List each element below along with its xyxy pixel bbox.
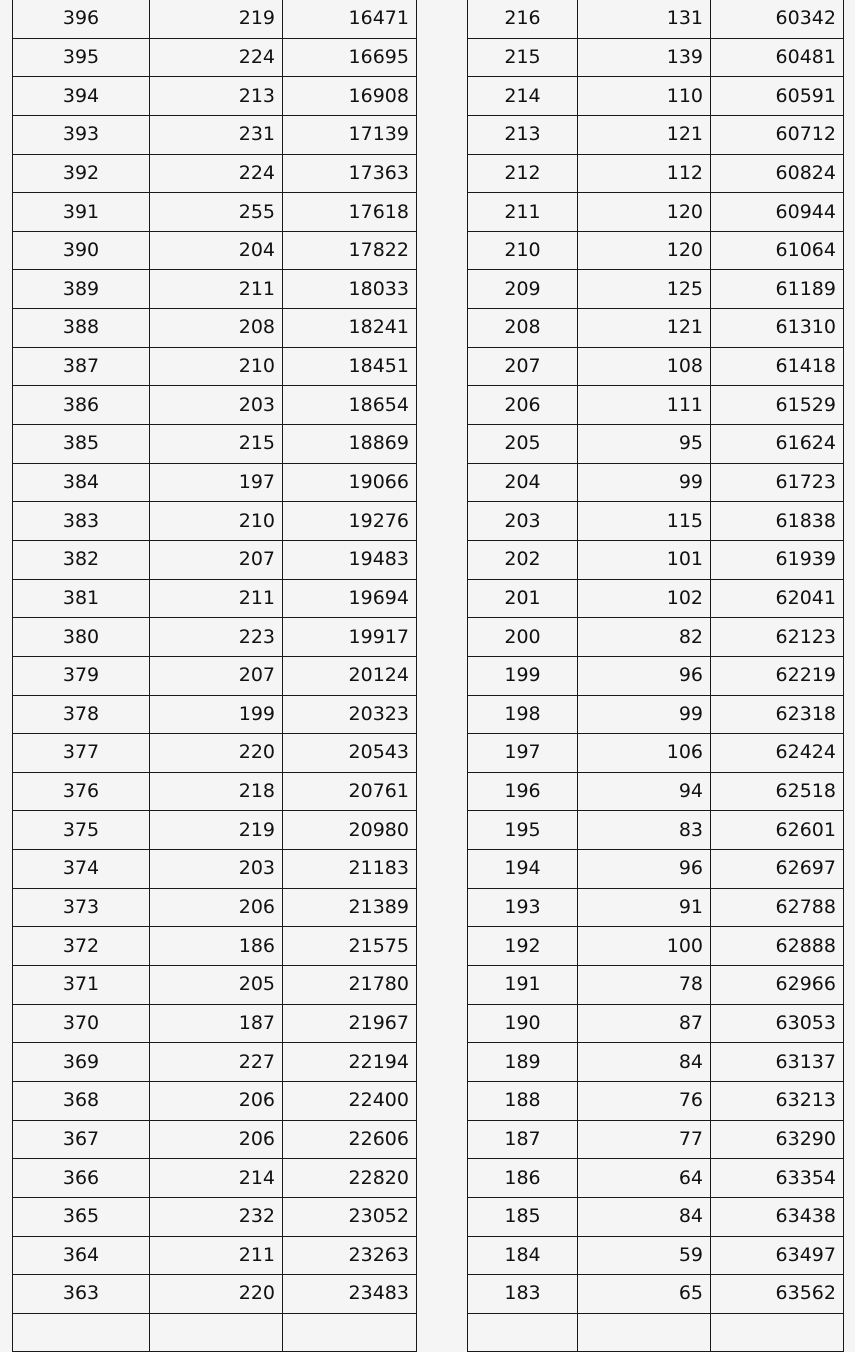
cumulative-cell: 21575 [283, 927, 417, 966]
count-cell: 203 [150, 850, 283, 889]
table-row [468, 734, 844, 773]
count-cell [578, 1313, 711, 1352]
count-cell: 220 [150, 1275, 283, 1314]
table-row [13, 38, 417, 77]
table-row [468, 115, 844, 154]
count-cell: 215 [150, 425, 283, 464]
count-cell: 220 [150, 734, 283, 773]
score-cell: 395 [13, 38, 150, 77]
cumulative-cell: 61418 [711, 347, 844, 386]
cumulative-cell: 60342 [711, 0, 844, 38]
cumulative-cell: 18451 [283, 347, 417, 386]
count-cell: 112 [578, 154, 711, 193]
cumulative-cell: 61064 [711, 231, 844, 270]
cumulative-cell: 60481 [711, 38, 844, 77]
score-cell: 386 [13, 386, 150, 425]
count-cell: 203 [150, 386, 283, 425]
table-row [468, 425, 844, 464]
score-cell: 363 [13, 1275, 150, 1314]
table-row [468, 695, 844, 734]
cumulative-cell: 61838 [711, 502, 844, 541]
score-cell: 214 [468, 77, 578, 116]
count-cell: 218 [150, 772, 283, 811]
score-cell: 388 [13, 309, 150, 348]
cumulative-cell: 19483 [283, 540, 417, 579]
count-cell: 187 [150, 1004, 283, 1043]
table-row [13, 154, 417, 193]
score-cell: 364 [13, 1236, 150, 1275]
cumulative-cell: 61723 [711, 463, 844, 502]
cumulative-cell: 63137 [711, 1043, 844, 1082]
cumulative-cell: 62219 [711, 656, 844, 695]
table-row [13, 618, 417, 657]
table-row [468, 772, 844, 811]
cumulative-cell: 18654 [283, 386, 417, 425]
cumulative-cell: 21780 [283, 966, 417, 1005]
score-cell: 215 [468, 38, 578, 77]
cumulative-cell: 19917 [283, 618, 417, 657]
table-row [468, 1004, 844, 1043]
count-cell: 84 [578, 1043, 711, 1082]
table-row [13, 1197, 417, 1236]
score-cell: 213 [468, 115, 578, 154]
table-row [468, 502, 844, 541]
score-table-left [12, 0, 417, 1352]
count-cell: 204 [150, 231, 283, 270]
score-cell [13, 1313, 150, 1352]
table-row [468, 618, 844, 657]
cumulative-cell: 23052 [283, 1197, 417, 1236]
score-cell: 376 [13, 772, 150, 811]
score-cell: 383 [13, 502, 150, 541]
table-row [13, 231, 417, 270]
table-row [468, 347, 844, 386]
score-cell: 203 [468, 502, 578, 541]
score-cell: 373 [13, 888, 150, 927]
cumulative-cell: 22194 [283, 1043, 417, 1082]
count-cell [150, 1313, 283, 1352]
score-cell: 195 [468, 811, 578, 850]
cumulative-cell: 17618 [283, 193, 417, 232]
score-cell: 189 [468, 1043, 578, 1082]
count-cell: 102 [578, 579, 711, 618]
count-cell: 64 [578, 1159, 711, 1198]
cumulative-cell: 17363 [283, 154, 417, 193]
score-cell: 390 [13, 231, 150, 270]
count-cell: 211 [150, 579, 283, 618]
score-table-left-body [13, 0, 417, 1352]
count-cell: 99 [578, 695, 711, 734]
table-row [13, 1081, 417, 1120]
score-cell: 370 [13, 1004, 150, 1043]
count-cell: 96 [578, 656, 711, 695]
cumulative-cell: 21967 [283, 1004, 417, 1043]
count-cell: 65 [578, 1275, 711, 1314]
count-cell: 100 [578, 927, 711, 966]
count-cell: 139 [578, 38, 711, 77]
score-cell: 374 [13, 850, 150, 889]
cumulative-cell: 60591 [711, 77, 844, 116]
score-cell: 207 [468, 347, 578, 386]
cumulative-cell: 18869 [283, 425, 417, 464]
count-cell: 219 [150, 811, 283, 850]
count-cell: 214 [150, 1159, 283, 1198]
count-cell: 231 [150, 115, 283, 154]
table-row [13, 309, 417, 348]
cumulative-cell: 23263 [283, 1236, 417, 1275]
count-cell: 95 [578, 425, 711, 464]
score-cell: 367 [13, 1120, 150, 1159]
score-cell: 394 [13, 77, 150, 116]
count-cell: 125 [578, 270, 711, 309]
cumulative-cell: 63290 [711, 1120, 844, 1159]
count-cell: 91 [578, 888, 711, 927]
cumulative-cell: 61310 [711, 309, 844, 348]
count-cell: 227 [150, 1043, 283, 1082]
score-cell: 185 [468, 1197, 578, 1236]
table-row [13, 1236, 417, 1275]
count-cell: 219 [150, 0, 283, 38]
table-row [13, 772, 417, 811]
cumulative-cell: 61624 [711, 425, 844, 464]
count-cell: 101 [578, 540, 711, 579]
table-row [468, 154, 844, 193]
cumulative-cell: 19694 [283, 579, 417, 618]
cumulative-cell: 63438 [711, 1197, 844, 1236]
score-cell: 365 [13, 1197, 150, 1236]
cumulative-cell: 22820 [283, 1159, 417, 1198]
table-row [468, 1159, 844, 1198]
table-row [13, 1275, 417, 1314]
cumulative-cell: 61939 [711, 540, 844, 579]
cumulative-cell: 20124 [283, 656, 417, 695]
count-cell: 83 [578, 811, 711, 850]
table-row [13, 656, 417, 695]
count-cell: 121 [578, 309, 711, 348]
cumulative-cell: 16908 [283, 77, 417, 116]
table-row [13, 1159, 417, 1198]
table-row [468, 231, 844, 270]
count-cell: 206 [150, 1081, 283, 1120]
score-cell: 190 [468, 1004, 578, 1043]
table-row [13, 850, 417, 889]
count-cell: 199 [150, 695, 283, 734]
table-row [468, 927, 844, 966]
cumulative-cell [283, 1313, 417, 1352]
count-cell: 207 [150, 540, 283, 579]
table-row [468, 38, 844, 77]
score-cell: 382 [13, 540, 150, 579]
cumulative-cell: 17139 [283, 115, 417, 154]
cumulative-cell: 17822 [283, 231, 417, 270]
score-cell: 183 [468, 1275, 578, 1314]
score-table-right-body [468, 0, 844, 1352]
count-cell: 186 [150, 927, 283, 966]
score-cell: 209 [468, 270, 578, 309]
table-row [13, 927, 417, 966]
cumulative-cell: 61189 [711, 270, 844, 309]
score-cell: 191 [468, 966, 578, 1005]
table-row [13, 811, 417, 850]
count-cell: 120 [578, 193, 711, 232]
score-cell: 393 [13, 115, 150, 154]
count-cell: 197 [150, 463, 283, 502]
table-row [13, 1120, 417, 1159]
cumulative-cell: 19066 [283, 463, 417, 502]
cumulative-cell: 60944 [711, 193, 844, 232]
table-row [13, 115, 417, 154]
cumulative-cell: 21389 [283, 888, 417, 927]
table-row [13, 270, 417, 309]
cumulative-cell: 62424 [711, 734, 844, 773]
count-cell: 131 [578, 0, 711, 38]
cumulative-cell: 18241 [283, 309, 417, 348]
score-cell: 380 [13, 618, 150, 657]
score-cell: 188 [468, 1081, 578, 1120]
score-cell: 187 [468, 1120, 578, 1159]
count-cell: 77 [578, 1120, 711, 1159]
score-cell: 212 [468, 154, 578, 193]
cumulative-cell: 60712 [711, 115, 844, 154]
score-cell: 396 [13, 0, 150, 38]
cumulative-cell: 16471 [283, 0, 417, 38]
count-cell: 211 [150, 1236, 283, 1275]
table-row [468, 193, 844, 232]
table-row [13, 888, 417, 927]
score-cell: 377 [13, 734, 150, 773]
cumulative-cell: 22606 [283, 1120, 417, 1159]
cumulative-cell: 61529 [711, 386, 844, 425]
count-cell: 206 [150, 888, 283, 927]
score-cell: 389 [13, 270, 150, 309]
score-cell: 392 [13, 154, 150, 193]
count-cell: 76 [578, 1081, 711, 1120]
score-cell: 366 [13, 1159, 150, 1198]
cumulative-cell: 20543 [283, 734, 417, 773]
score-cell: 204 [468, 463, 578, 502]
table-row [13, 463, 417, 502]
score-cell: 193 [468, 888, 578, 927]
count-cell: 120 [578, 231, 711, 270]
score-cell: 199 [468, 656, 578, 695]
cumulative-cell: 62518 [711, 772, 844, 811]
score-cell: 216 [468, 0, 578, 38]
table-row [468, 579, 844, 618]
score-cell: 200 [468, 618, 578, 657]
table-row [468, 1197, 844, 1236]
cumulative-cell: 62123 [711, 618, 844, 657]
score-cell: 211 [468, 193, 578, 232]
score-cell: 197 [468, 734, 578, 773]
table-row [13, 347, 417, 386]
score-cell: 381 [13, 579, 150, 618]
cumulative-cell: 62318 [711, 695, 844, 734]
table-row [13, 734, 417, 773]
table-row [468, 270, 844, 309]
table-row [13, 0, 417, 38]
score-cell: 372 [13, 927, 150, 966]
score-cell: 371 [13, 966, 150, 1005]
count-cell: 59 [578, 1236, 711, 1275]
score-cell: 378 [13, 695, 150, 734]
score-cell: 184 [468, 1236, 578, 1275]
score-cell: 385 [13, 425, 150, 464]
cumulative-cell: 16695 [283, 38, 417, 77]
score-cell: 369 [13, 1043, 150, 1082]
score-cell: 194 [468, 850, 578, 889]
cumulative-cell: 60824 [711, 154, 844, 193]
cumulative-cell: 19276 [283, 502, 417, 541]
table-row [468, 540, 844, 579]
count-cell: 224 [150, 38, 283, 77]
cumulative-cell: 62788 [711, 888, 844, 927]
count-cell: 206 [150, 1120, 283, 1159]
count-cell: 94 [578, 772, 711, 811]
cumulative-cell: 63562 [711, 1275, 844, 1314]
count-cell: 82 [578, 618, 711, 657]
score-cell [468, 1313, 578, 1352]
cumulative-cell: 20761 [283, 772, 417, 811]
table-row [468, 0, 844, 38]
count-cell: 99 [578, 463, 711, 502]
cumulative-cell: 62966 [711, 966, 844, 1005]
table-row [13, 1043, 417, 1082]
count-cell: 115 [578, 502, 711, 541]
count-cell: 110 [578, 77, 711, 116]
cumulative-cell: 63354 [711, 1159, 844, 1198]
cumulative-cell: 18033 [283, 270, 417, 309]
cumulative-cell [711, 1313, 844, 1352]
table-row [468, 1081, 844, 1120]
cumulative-cell: 63497 [711, 1236, 844, 1275]
cumulative-cell: 63053 [711, 1004, 844, 1043]
count-cell: 224 [150, 154, 283, 193]
score-cell: 206 [468, 386, 578, 425]
count-cell: 213 [150, 77, 283, 116]
cumulative-cell: 62888 [711, 927, 844, 966]
score-cell: 379 [13, 656, 150, 695]
table-row [13, 695, 417, 734]
cumulative-cell: 23483 [283, 1275, 417, 1314]
count-cell: 208 [150, 309, 283, 348]
table-row [13, 193, 417, 232]
table-row [468, 888, 844, 927]
table-row [13, 1313, 417, 1352]
score-cell: 205 [468, 425, 578, 464]
table-row [468, 386, 844, 425]
table-row [468, 966, 844, 1005]
cumulative-cell: 21183 [283, 850, 417, 889]
table-row [13, 502, 417, 541]
count-cell: 223 [150, 618, 283, 657]
count-cell: 111 [578, 386, 711, 425]
count-cell: 211 [150, 270, 283, 309]
score-cell: 384 [13, 463, 150, 502]
table-row [13, 1004, 417, 1043]
score-cell: 387 [13, 347, 150, 386]
table-row [468, 656, 844, 695]
count-cell: 78 [578, 966, 711, 1005]
score-cell: 210 [468, 231, 578, 270]
table-row [468, 1275, 844, 1314]
count-cell: 106 [578, 734, 711, 773]
table-row [13, 386, 417, 425]
score-cell: 375 [13, 811, 150, 850]
cumulative-cell: 20323 [283, 695, 417, 734]
cumulative-cell: 20980 [283, 811, 417, 850]
table-row [468, 463, 844, 502]
table-row [468, 1120, 844, 1159]
count-cell: 87 [578, 1004, 711, 1043]
table-row [468, 1236, 844, 1275]
count-cell: 205 [150, 966, 283, 1005]
table-row [468, 77, 844, 116]
count-cell: 232 [150, 1197, 283, 1236]
score-cell: 202 [468, 540, 578, 579]
table-row [13, 425, 417, 464]
table-row [468, 1043, 844, 1082]
table-row [468, 309, 844, 348]
cumulative-cell: 62041 [711, 579, 844, 618]
score-cell: 186 [468, 1159, 578, 1198]
count-cell: 255 [150, 193, 283, 232]
count-cell: 210 [150, 347, 283, 386]
score-cell: 201 [468, 579, 578, 618]
cumulative-cell: 62601 [711, 811, 844, 850]
score-cell: 208 [468, 309, 578, 348]
cumulative-cell: 63213 [711, 1081, 844, 1120]
score-cell: 368 [13, 1081, 150, 1120]
table-row [13, 540, 417, 579]
score-cell: 198 [468, 695, 578, 734]
count-cell: 207 [150, 656, 283, 695]
count-cell: 121 [578, 115, 711, 154]
table-row [13, 77, 417, 116]
score-cell: 192 [468, 927, 578, 966]
table-row [13, 579, 417, 618]
count-cell: 84 [578, 1197, 711, 1236]
table-row [468, 811, 844, 850]
table-row [468, 1313, 844, 1352]
cumulative-cell: 62697 [711, 850, 844, 889]
score-table-right [467, 0, 844, 1352]
table-row [468, 850, 844, 889]
cumulative-cell: 22400 [283, 1081, 417, 1120]
count-cell: 96 [578, 850, 711, 889]
table-row [13, 966, 417, 1005]
count-cell: 108 [578, 347, 711, 386]
count-cell: 210 [150, 502, 283, 541]
score-cell: 196 [468, 772, 578, 811]
score-cell: 391 [13, 193, 150, 232]
